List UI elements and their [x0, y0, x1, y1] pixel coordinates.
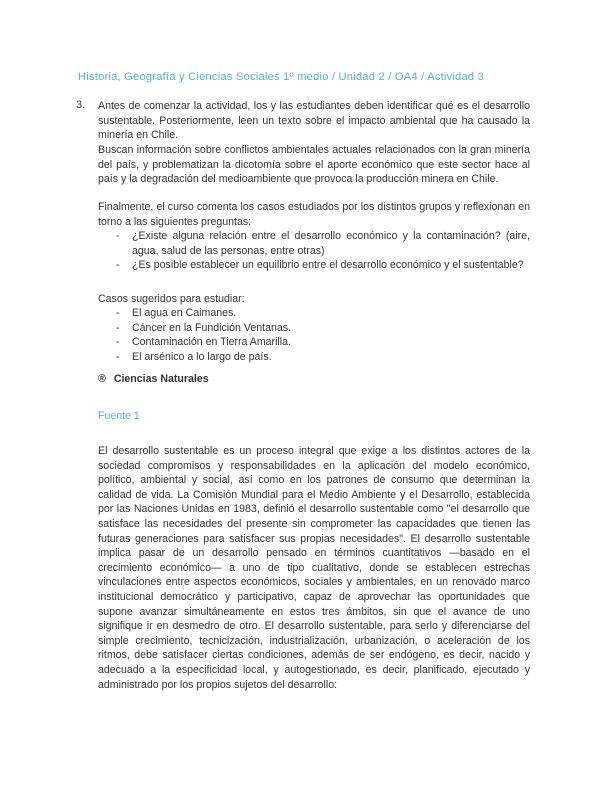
question-paragraph-3: Finalmente, el curso comenta los casos estudiados por los distintos grupos y reflexionan en torno a las siguientes preguntas: [98, 201, 530, 228]
question-paragraph-2: Buscan información sobre conflictos ambientales actuales relacionados con la gran minería del país, y problematizan la dicotomía sobre el aporte económico que este sector hace al país y la degradación del medioambiente que provoca la producción minera en Chile. [98, 144, 530, 186]
subject-label: Ciencias Naturales [113, 373, 209, 385]
registered-icon: ® [98, 373, 106, 385]
cases-title: Casos sugeridos para estudiar: [98, 293, 245, 305]
question-number: 3. [76, 99, 86, 111]
source-label: Fuente 1 [98, 410, 140, 422]
subject-heading [98, 373, 209, 385]
list-item: - ¿Existe alguna relación entre el desarrollo económico y la contaminación? (aire, agua, salud de las personas, entre otras) [114, 229, 530, 258]
reflection-questions [114, 229, 530, 273]
suggested-cases [114, 306, 530, 364]
list-item: - Cáncer en la Fundición Ventanas. [114, 321, 530, 336]
source-text: El desarrollo sustentable es un proceso integral que exige a los distintos actores de la sociedad compromisos y responsabilidades en la aplicación del modelo económico, político, ambiental y social, así como en los patrones de consumo que determinan la calidad de vida. La Comisión Mundial para el Medio Ambiente y el Desarrollo, establecida por las Naciones Unidas en 1983, definió el desarrollo sustentable como "el desarrollo que satisface las necesidades del presente sin comprometer las capacidades que tienen las futuras generaciones para satisfacer sus propias necesidades". El desarrollo sustentable implica pasar de un desarrollo pensado en términos cuantitativos —basado en el crecimiento económico— a uno de tipo cualitativo, donde se establecen estrechas vinculaciones entre aspectos económicos, sociales y ambientales, en un renovado marco institucional democrático y participativo, capaz de aprovechar las oportunidades que supone avanzar simultáneamente en estos tres ámbitos, sin que el avance de uno signifique ir en desmedro de otro. El desarrollo sustentable, para serlo y diferenciarse del simple crecimiento, tecnicización, industrialización, urbanización, o aceleración de los ritmos, debe satisfacer ciertas condiciones, además de ser endógeno, es decir, nacido y adecuado a la especificidad local, y autogestionado, es decir, planificado, ejecutado y administrado por los propios sujetos del desarrollo: [98, 445, 530, 691]
list-item: - ¿Es posible establecer un equilibrio entre el desarrollo económico y el sustentable? [114, 258, 530, 273]
breadcrumb: Historia, Geografía y Ciencias Sociales 1º medio / Unidad 2 / OA4 / Actividad 3 [78, 71, 485, 83]
list-item: - El arsénico a lo largo de país. [114, 350, 530, 365]
list-item: - El agua en Caimanes. [114, 306, 530, 321]
list-item: - Contaminación en Tierra Amarilla. [114, 335, 530, 350]
question-intro: Antes de comenzar la actividad, los y las estudiantes deben identificar qué es el desarrollo sustentable. Posteriormente, leen un texto sobre el impacto ambiental que ha causado la minería en Chile. [98, 100, 530, 142]
